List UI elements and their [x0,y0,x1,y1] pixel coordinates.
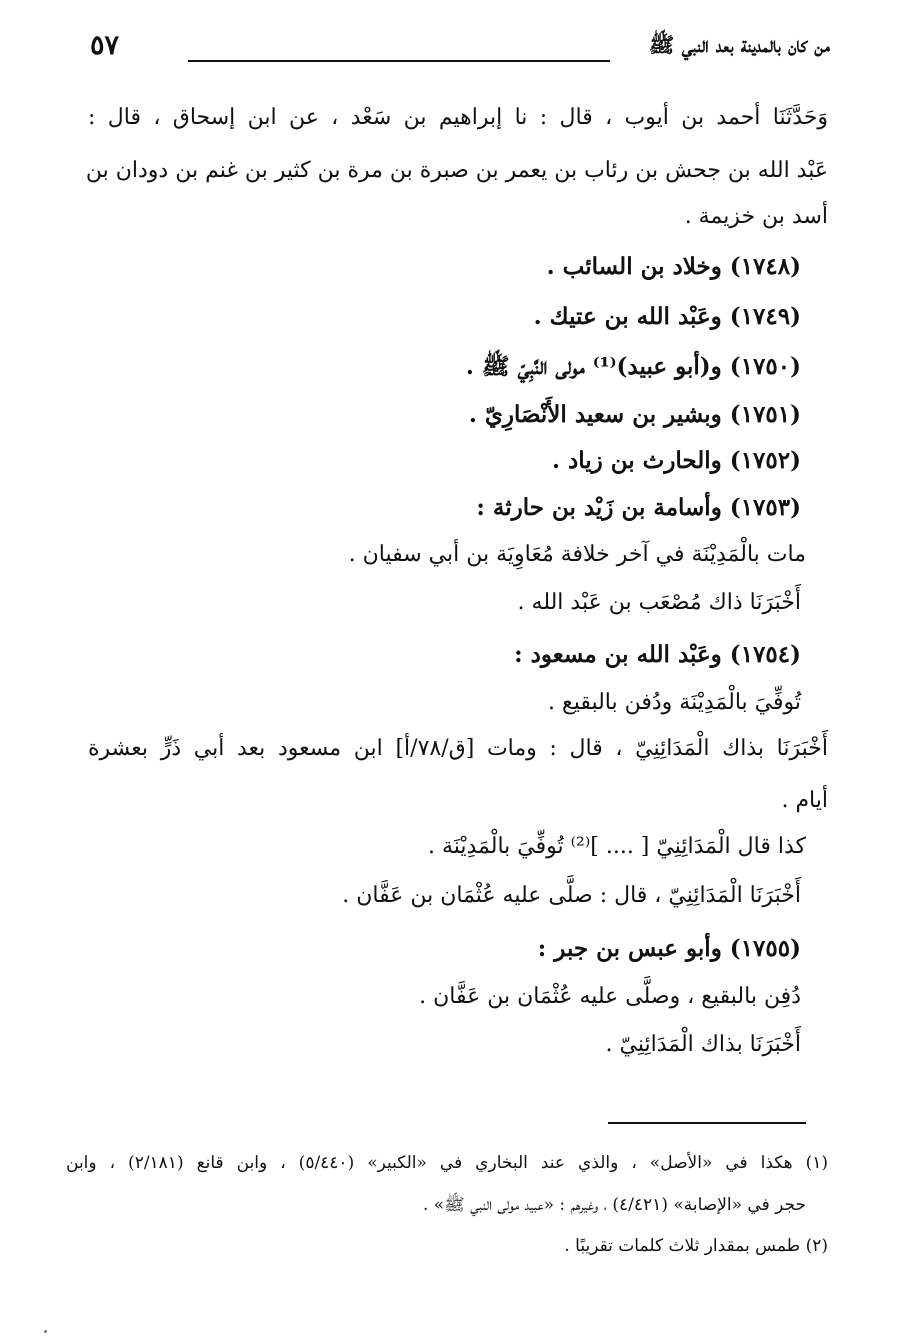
body-line: كذا قال الْمَدَائِنِيّ [ .... ]⁽²⁾ تُوفِّيَ بالْمَدِيْنَة . [427,834,806,859]
entry-1754: (١٧٥٤) وعَبْد الله بن مسعود : [514,641,801,668]
footnote-1-cont: حجر في «الإصابة» (٤/٤٢١) ، وغيرهم : «عبيد مولى النبي ﷺ» . [422,1195,806,1215]
header-rule [188,60,610,62]
body-line: أَخْبَرَنَا بذاك الْمَدَائِنِيّ . [605,1032,801,1057]
page-header [90,30,830,74]
body-line: عَبْد الله بن جحش بن رئاب بن يعمر بن صبرة بن مرة بن كثير بن غنم بن دودان بن [85,158,828,183]
running-title: من كان بالمدينة بعد النبي ﷺ [648,32,830,57]
scan-speck [44,1330,47,1333]
entry-1752: (١٧٥٢) والحارث بن زياد . [551,447,801,474]
body-line: أَخْبَرَنَا الْمَدَائِنِيّ ، قال : صلَّى عليه عُثْمَان بن عَفَّان . [342,883,801,908]
entry-1755: (١٧٥٥) وأبو عبس بن جبر : [537,935,801,962]
entry-1751: (١٧٥١) وبشير بن سعيد الأَنْصَارِيّ . [468,401,801,428]
body-line: أيام . [781,788,828,813]
body-line: أَخْبَرَنَا ذاك مُصْعَب بن عَبْد الله . [517,590,801,615]
body-line: مات بالْمَدِيْنَة في آخر خلافة مُعَاوِيَة بن أبي سفيان . [348,542,806,567]
body-line: وَحَدَّثَنَا أحمد بن أيوب ، قال : نا إبراهيم بن سَعْد ، عن ابن إسحاق ، قال : [88,105,828,130]
footnote-separator [608,1122,806,1124]
entry-1750: (١٧٥٠) و(أبو عبيد)⁽¹⁾ مولى النَّبِيّ ﷺ . [465,353,801,380]
page-number: ٥٧ [90,30,120,61]
body-line: دُفِن بالبقيع ، وصلَّى عليه عُثْمَان بن عَفَّان . [419,984,801,1009]
entry-1753: (١٧٥٣) وأسامة بن زَيْد بن حارثة : [476,494,801,521]
footnote-2: (٢) طمس بمقدار ثلاث كلمات تقريبًا . [564,1236,828,1256]
body-line: أسد بن خزيمة . [684,204,828,229]
footnote-1: (١) هكذا في «الأصل» ، والذي عند البخاري في «الكبير» (٥/٤٤٠) ، وابن قانع (٢/١٨١) ، وابن [66,1153,828,1173]
entry-1748: (١٧٤٨) وخلاد بن السائب . [546,253,801,280]
body-line: أَخْبَرَنَا بذاك الْمَدَائِنِيّ ، قال : ومات [ق/٧٨/أ] ابن مسعود بعد أبي ذَرٍّ بعشرة [88,736,828,761]
entry-1749: (١٧٤٩) وعَبْد الله بن عتيك . [533,303,801,330]
body-line: تُوفِّيَ بالْمَدِيْنَة ودُفن بالبقيع . [548,690,801,715]
